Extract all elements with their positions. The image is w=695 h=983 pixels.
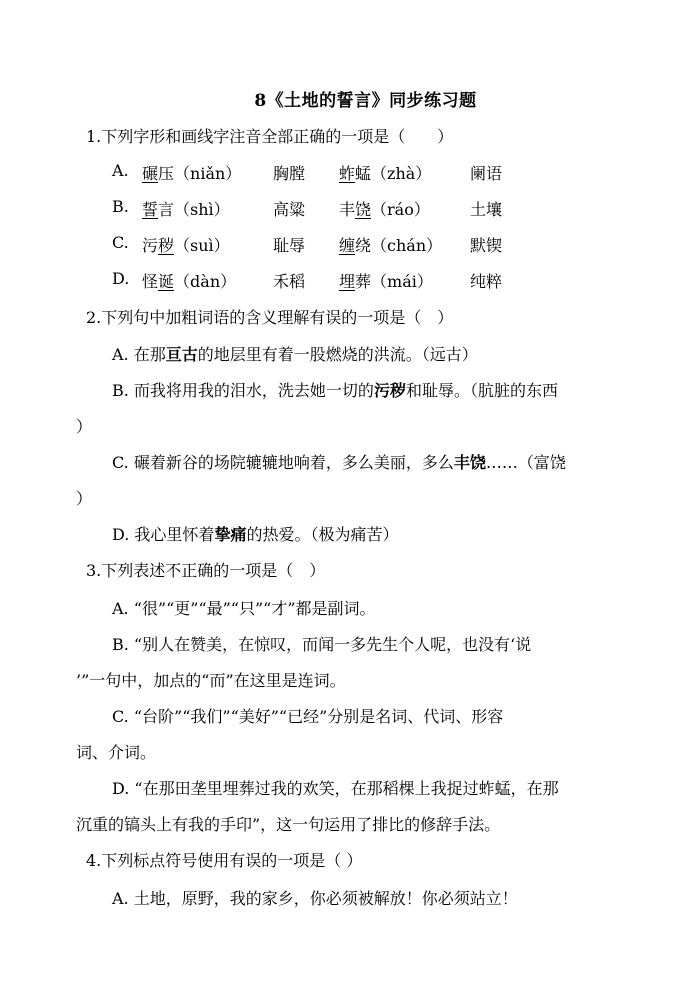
- q1-option-word-4: 默锲: [470, 236, 503, 255]
- q1-option-label: D.: [112, 269, 130, 288]
- q3-option-a: A. “很”“更”“最”“只”“才”都是副词。: [112, 599, 376, 618]
- q3-option-b: B. “别人在赞美，在惊叹，而闻一多先生个人呢，也没有‘说: [112, 635, 532, 654]
- q1-option-word-4: 土壤: [470, 200, 503, 219]
- q1-option-word-2: 高粱: [273, 200, 306, 219]
- q1-option-word-2: 禾稻: [273, 272, 306, 291]
- question-4-stem: 4.下列标点符号使用有误的一项是（ ）: [86, 851, 363, 870]
- q1-option-word-1: 誓言（shì）: [142, 200, 230, 219]
- q2-option-d: D. 我心里怀着挚痛的热爱。（极为痛苦）: [112, 525, 399, 544]
- q3-option-d-cont: 沉重的镐头上有我的手印”，这一句运用了排比的修辞手法。: [76, 815, 501, 834]
- page-title: 8《土地的誓言》同步练习题: [254, 91, 477, 111]
- q3-option-c: C. “台阶”“我们”“美好”“已经”分别是名词、代词、形容: [112, 707, 504, 726]
- q1-option-label: B.: [112, 197, 129, 216]
- q3-option-d: D. “在那田垄里埋葬过我的欢笑，在那稻棵上我捉过蚱蜢，在那: [112, 779, 559, 798]
- q2-option-c: C. 碾着新谷的场院辘辘地响着，多么美丽，多么丰饶……（富饶: [112, 453, 566, 472]
- q2-option-b: B. 而我将用我的泪水，洗去她一切的污秽和耻辱。（肮脏的东西: [112, 381, 558, 400]
- question-2-stem: 2.下列句中加粗词语的含义理解有误的一项是（ ）: [86, 308, 454, 327]
- q1-option-word-3: 缠绕（chán）: [339, 236, 443, 255]
- question-1-stem: 1.下列字形和画线字注音全部正确的一项是（ ）: [86, 127, 454, 146]
- q1-option-label: A.: [112, 161, 129, 180]
- q1-option-word-3: 丰饶（ráo）: [339, 200, 430, 219]
- question-3-stem: 3.下列表述不正确的一项是（ ）: [86, 561, 326, 580]
- q2-option-c-cont: ）: [76, 489, 93, 508]
- q2-option-b-cont: ）: [76, 417, 93, 436]
- q1-option-word-3: 埋葬（mái）: [339, 272, 433, 291]
- q1-option-word-1: 怪诞（dàn）: [142, 272, 237, 291]
- q1-option-word-2: 耻辱: [273, 236, 306, 255]
- q1-option-word-1: 污秽（suì）: [142, 236, 230, 255]
- q1-option-label: C.: [112, 233, 129, 252]
- q3-option-c-cont: 词、介词。: [76, 743, 157, 762]
- q1-option-word-1: 碾压（niǎn）: [142, 164, 242, 183]
- q1-option-word-2: 胸膛: [273, 164, 306, 183]
- q4-option-a: A. 土地，原野，我的家乡，你必须被解放！你必须站立！: [112, 889, 518, 908]
- q2-option-a: A. 在那亘古的地层里有着一股燃烧的洪流。（远古）: [112, 345, 478, 364]
- q1-option-word-3: 蚱蜢（zhà）: [339, 164, 432, 183]
- q1-option-word-4: 纯粹: [470, 272, 503, 291]
- q3-option-b-cont: ’”一句中，加点的“而”在这里是连词。: [76, 671, 346, 690]
- q1-option-word-4: 阑语: [470, 164, 503, 183]
